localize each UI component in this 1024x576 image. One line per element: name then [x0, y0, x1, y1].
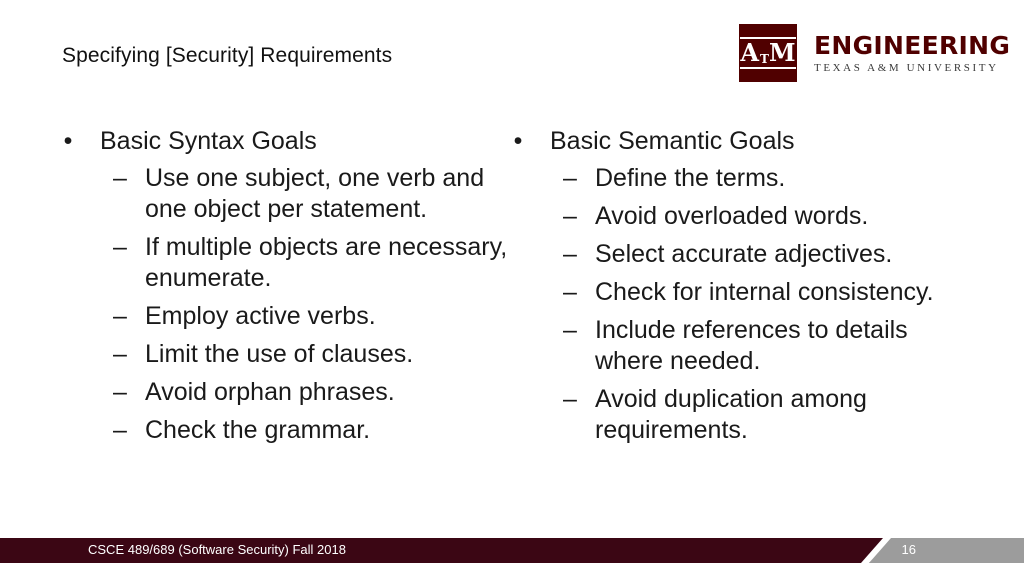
footer-page-panel: [869, 538, 1024, 563]
list-item: [58, 232, 518, 294]
dash-icon: –: [563, 202, 577, 230]
dash-icon: –: [113, 233, 127, 261]
semantic-goals-column: [508, 126, 978, 453]
semantic-goals-heading: [508, 126, 978, 157]
slide-title: Specifying [Security] Requirements: [62, 44, 393, 67]
semantic-goals-list: [508, 163, 978, 446]
logo-subtitle: TEXAS A&M UNIVERSITY: [814, 62, 999, 74]
bullet-icon: •: [63, 127, 73, 155]
dash-icon: –: [113, 378, 127, 406]
item-text: Limit the use of clauses.: [145, 340, 414, 368]
footer-bar: [0, 538, 1024, 563]
item-text: Avoid overloaded words.: [595, 202, 869, 230]
dash-icon: –: [563, 164, 577, 192]
syntax-goals-heading: [58, 126, 518, 157]
list-item: [58, 415, 518, 446]
item-text: Use one subject, one verb and one object per statement.: [145, 164, 485, 223]
logo-wordmark: ENGINEERING: [814, 31, 1011, 60]
dash-icon: –: [563, 385, 577, 413]
heading-text: Basic Syntax Goals: [100, 127, 317, 155]
list-item: [508, 239, 978, 270]
heading-text: Basic Semantic Goals: [550, 127, 795, 155]
list-item: [508, 384, 978, 446]
list-item: [58, 339, 518, 370]
dash-icon: –: [563, 316, 577, 344]
list-item: [508, 201, 978, 232]
list-item: [508, 163, 978, 194]
item-text: Employ active verbs.: [145, 302, 376, 330]
dash-icon: –: [113, 164, 127, 192]
item-text: Avoid duplication among requirements.: [595, 385, 867, 444]
list-item: [58, 377, 518, 408]
dash-icon: –: [563, 278, 577, 306]
bullet-icon: •: [513, 127, 523, 155]
dash-icon: –: [563, 240, 577, 268]
item-text: Avoid orphan phrases.: [145, 378, 395, 406]
footer-course: CSCE 489/689 (Software Security) Fall 2018: [88, 542, 346, 557]
item-text: Select accurate adjectives.: [595, 240, 893, 268]
item-text: Define the terms.: [595, 164, 786, 192]
item-text: Include references to details where needed.: [595, 316, 908, 375]
item-text: If multiple objects are necessary, enumerate.: [145, 233, 508, 292]
tamu-engineering-logo: [739, 24, 1009, 84]
list-item: [508, 315, 978, 377]
atm-logo-icon: A T M: [739, 24, 797, 82]
dash-icon: –: [113, 340, 127, 368]
page-number: 16: [901, 542, 916, 557]
item-text: Check the grammar.: [145, 416, 371, 444]
list-item: [58, 163, 518, 225]
item-text: Check for internal consistency.: [595, 278, 934, 306]
list-item: [508, 277, 978, 308]
dash-icon: –: [113, 302, 127, 330]
dash-icon: –: [113, 416, 127, 444]
list-item: [58, 301, 518, 332]
syntax-goals-column: [58, 126, 518, 453]
syntax-goals-list: [58, 163, 518, 446]
